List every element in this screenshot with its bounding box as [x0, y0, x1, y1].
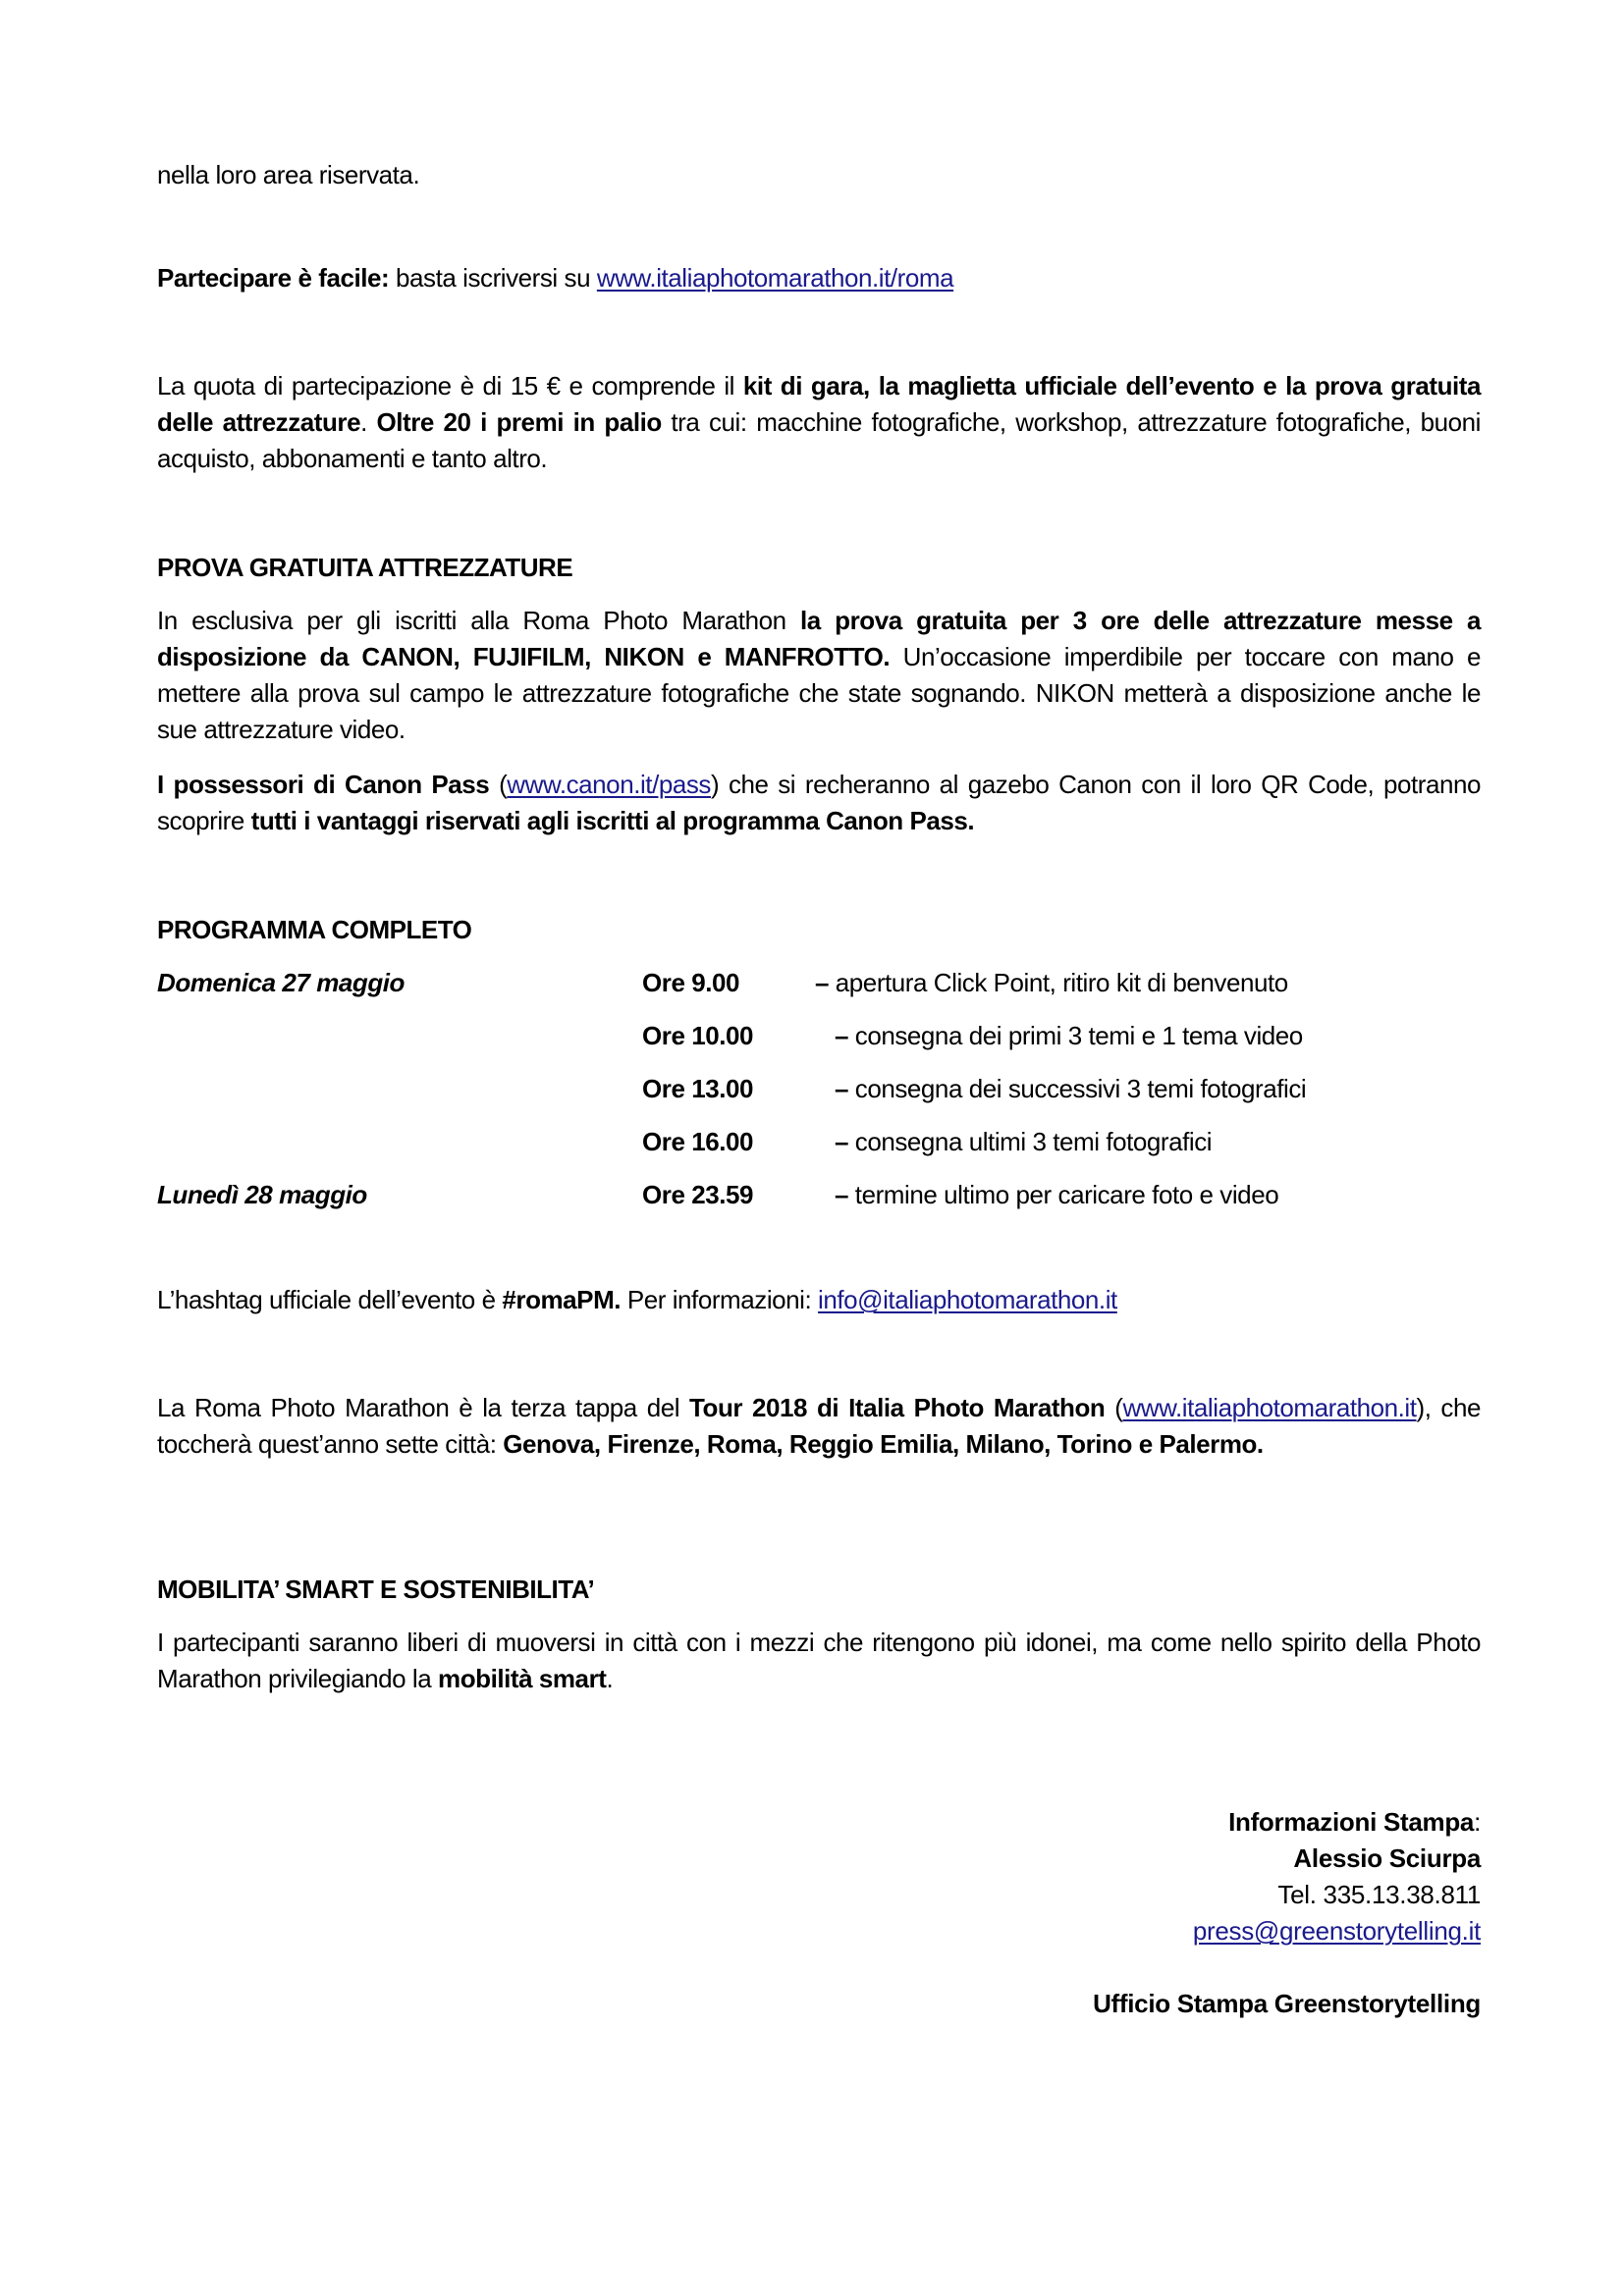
schedule-time: Ore 23.59 [642, 1180, 754, 1209]
schedule-dash: – [815, 968, 830, 997]
tour-paragraph [157, 1390, 1481, 1463]
tour-text-2: ( [1105, 1393, 1123, 1422]
schedule-description [835, 1177, 1278, 1213]
fee-text-2: . [360, 407, 377, 437]
schedule-row [157, 965, 1481, 1001]
press-label-line [1228, 1804, 1481, 1841]
fee-kit-bold: kit di gara, la maglietta ufficiale dell’evento e la prova gratuita delle attrezzature [157, 371, 1482, 437]
program-heading: PROGRAMMA COMPLETO [157, 915, 472, 944]
press-email-link[interactable]: press@greenstorytelling.it [1192, 1916, 1481, 1946]
schedule-time: Ore 9.00 [642, 968, 740, 997]
schedule-dash: – [835, 1180, 849, 1209]
tour-text-3: ), che toccherà quest’anno sette città: [157, 1393, 1482, 1459]
press-phone: Tel. 335.13.38.811 [1277, 1880, 1481, 1909]
schedule-description [835, 1018, 1303, 1054]
schedule-time: Ore 16.00 [642, 1127, 754, 1156]
schedule-time: Ore 10.00 [642, 1021, 754, 1050]
mobility-text-1: I partecipanti saranno liberi di muoversi in città con i mezzi che ritengono più idonei, ma come nello spirito della Photo Marathon privilegiando la [157, 1628, 1481, 1693]
tour-text-1: La Roma Photo Marathon è la terza tappa del [157, 1393, 690, 1422]
equipment-heading: PROVA GRATUITA ATTREZZATURE [157, 553, 573, 582]
fee-text-3: tra cui: macchine fotografiche, workshop, attrezzature fotografiche, buoni acquisto, abbonamenti e tanto altro. [157, 407, 1481, 473]
schedule-desc-text: apertura Click Point, ritiro kit di benvenuto [829, 968, 1288, 997]
canon-pass-paragraph [157, 767, 1481, 839]
schedule-time: Ore 13.00 [642, 1074, 754, 1103]
schedule-desc-text: consegna ultimi 3 temi fotografici [848, 1127, 1213, 1156]
schedule-desc-text: consegna dei successivi 3 temi fotografici [848, 1074, 1307, 1103]
tour-cities-bold: Genova, Firenze, Roma, Reggio Emilia, Milano, Torino e Palermo. [503, 1429, 1264, 1459]
mobility-heading: MOBILITA’ SMART E SOSTENIBILITA’ [157, 1575, 595, 1604]
press-office: Ufficio Stampa Greenstorytelling [1093, 1989, 1481, 2018]
hashtag-text-2: Per informazioni: [621, 1285, 819, 1314]
canon-pass-bold: I possessori di Canon Pass [157, 770, 490, 799]
mobility-smart-bold: mobilità smart [438, 1664, 607, 1693]
hashtag-text-1: L’hashtag ufficiale dell’evento è [157, 1285, 503, 1314]
schedule-row [157, 1124, 1481, 1160]
schedule-day: Domenica 27 maggio [157, 968, 405, 997]
equipment-text-2: Un’occasione imperdibile per toccare con mano e mettere alla prova sul campo le attrezzature fotografiche che state sognando. NIKON metterà a disposizione anche le sue attrezzature video. [157, 642, 1481, 744]
schedule-description [815, 965, 1288, 1001]
schedule-row [157, 1177, 1481, 1213]
participate-lead: Partecipare è facile: [157, 263, 390, 293]
equipment-paragraph [157, 603, 1481, 748]
registration-link[interactable]: www.italiaphotomarathon.it/roma [596, 263, 954, 293]
schedule-dash: – [835, 1074, 849, 1103]
press-label-colon: : [1474, 1807, 1481, 1837]
canon-pass-benefits-bold: tutti i vantaggi riservati agli iscritti al programma Canon Pass. [250, 806, 975, 835]
press-email-line [1193, 1913, 1481, 1949]
schedule-desc-text: consegna dei primi 3 temi e 1 tema video [848, 1021, 1303, 1050]
press-label: Informazioni Stampa [1228, 1807, 1475, 1837]
schedule-day: Lunedì 28 maggio [157, 1180, 367, 1209]
schedule-description [835, 1071, 1306, 1107]
fee-prizes-bold: Oltre 20 i premi in palio [376, 407, 662, 437]
equipment-text-1: In esclusiva per gli iscritti alla Roma Photo Marathon [157, 606, 800, 635]
mobility-text-2: . [606, 1664, 614, 1693]
fee-paragraph [157, 368, 1481, 477]
canon-pass-text-2: ) che si recheranno al gazebo Canon con il loro QR Code, potranno scoprire [157, 770, 1482, 835]
fee-text-1: La quota di partecipazione è di 15 € e comprende il [157, 371, 743, 400]
participate-text: basta iscriversi su [389, 263, 597, 293]
hashtag-paragraph [157, 1282, 1481, 1318]
canon-pass-text-1: ( [489, 770, 508, 799]
press-contact-name: Alessio Sciurpa [1293, 1843, 1481, 1873]
tour-name-bold: Tour 2018 di Italia Photo Marathon [689, 1393, 1106, 1422]
info-email-link[interactable]: info@italiaphotomarathon.it [818, 1285, 1117, 1314]
website-link[interactable]: www.italiaphotomarathon.it [1122, 1393, 1417, 1422]
mobility-paragraph [157, 1625, 1481, 1697]
hashtag-bold: #romaPM. [502, 1285, 622, 1314]
intro-tail-text: nella loro area riservata. [157, 160, 420, 189]
equipment-brands-bold: la prova gratuita per 3 ore delle attrezzature messe a disposizione da CANON, FUJIFILM, NIKON e MANFROTTO. [157, 606, 1481, 671]
participate-paragraph [157, 260, 1481, 296]
canon-pass-link[interactable]: www.canon.it/pass [507, 770, 711, 799]
schedule-dash: – [835, 1021, 849, 1050]
schedule-dash: – [835, 1127, 849, 1156]
schedule-desc-text: termine ultimo per caricare foto e video [848, 1180, 1279, 1209]
schedule-row [157, 1018, 1481, 1054]
schedule-row [157, 1071, 1481, 1107]
schedule-description [835, 1124, 1212, 1160]
